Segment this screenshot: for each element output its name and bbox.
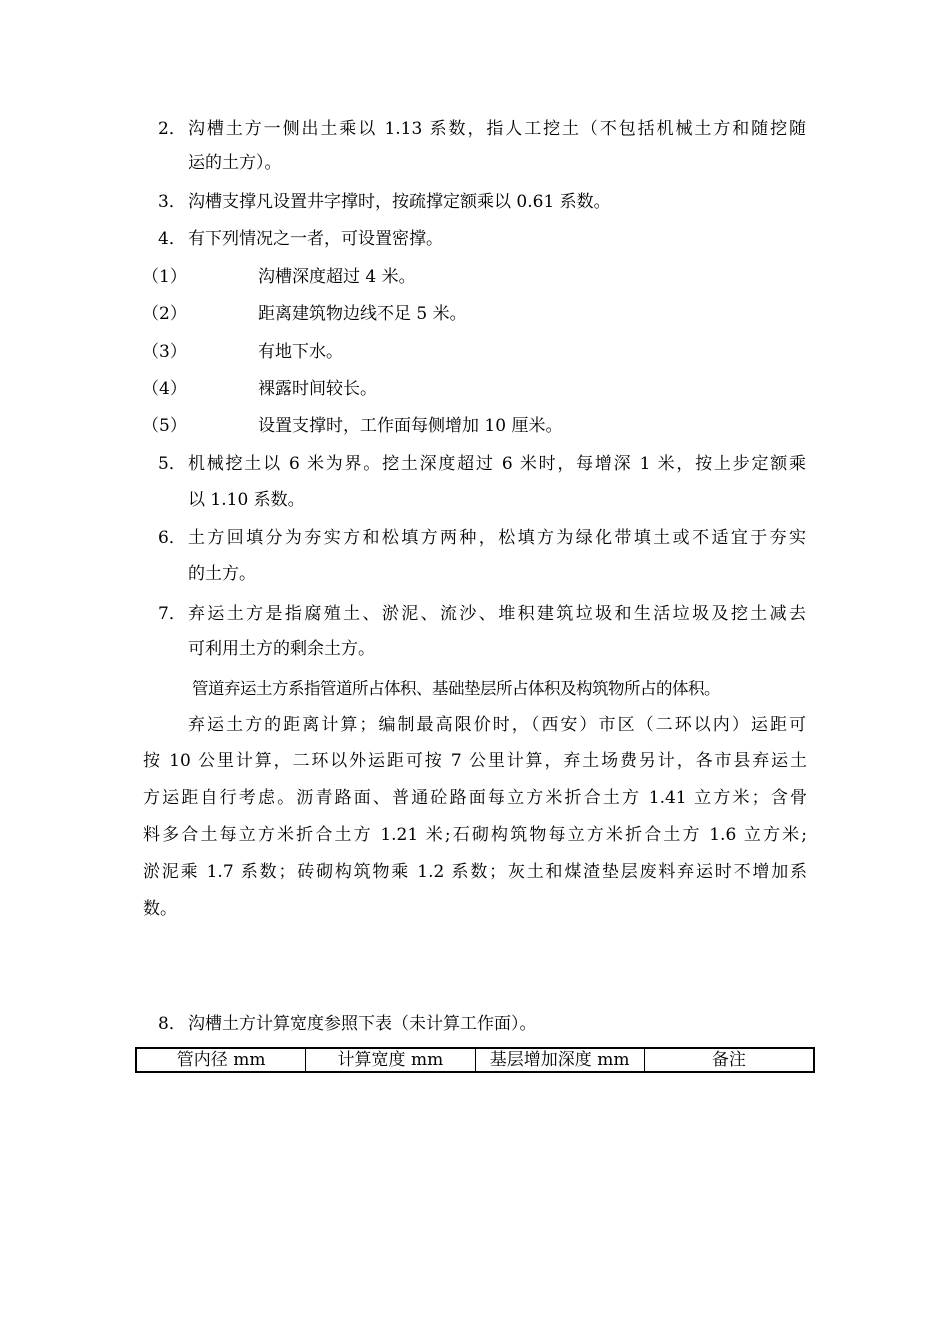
sub-item-4-text: 裸露时间较长。 — [258, 379, 377, 399]
item-2-number: 2． — [158, 119, 186, 139]
sub-item-2-number: （2） — [142, 304, 187, 324]
item-6-number: 6． — [158, 528, 186, 548]
sub-item-1-text: 沟槽深度超过 4 米。 — [258, 267, 416, 287]
sub-item-3-text: 有地下水。 — [258, 342, 343, 362]
item-3-line-1: 沟槽支撑凡设置井字撑时，按疏撑定额乘以 0.61 系数。 — [188, 192, 611, 212]
paragraph-2-line-1: 弃运土方的距离计算；编制最高限价时，（西安）市区（二环以内）运距可 — [188, 715, 806, 735]
paragraph-2-line-2: 按 10 公里计算，二环以外运距可按 7 公里计算，弃土场费另计，各市县弃运土 — [143, 751, 807, 771]
item-6-line-2: 的土方。 — [188, 564, 256, 584]
paragraph-2-line-4: 料多合土每立方米折合土方 1.21 米;石砌构筑物每立方米折合土方 1.6 立方米; — [143, 825, 807, 845]
sub-item-3-number: （3） — [142, 342, 187, 362]
item-7-number: 7． — [158, 604, 186, 624]
paragraph-2-line-5: 淤泥乘 1.7 系数；砖砌构筑物乘 1.2 系数；灰土和煤渣垫层废料弃运时不增加系 — [143, 862, 807, 882]
paragraph-1: 管道弃运土方系指管道所占体积、基础垫层所占体积及构筑物所占的体积。 — [192, 679, 720, 698]
item-8-number: 8． — [158, 1014, 186, 1034]
sub-item-2-text: 距离建筑物边线不足 5 米。 — [258, 304, 467, 324]
item-6-line-1: 土方回填分为夯实方和松填方两种，松填方为绿化带填土或不适宜于夯实 — [188, 528, 806, 548]
item-8-line-1: 沟槽土方计算宽度参照下表（未计算工作面）。 — [188, 1014, 537, 1034]
item-4-line-1: 有下列情况之一者，可设置密撑。 — [188, 229, 443, 249]
table-header-base-depth: 基层增加深度 mm — [476, 1049, 645, 1071]
sub-item-5-number: （5） — [142, 416, 187, 436]
item-2-line-1: 沟槽土方一侧出土乘以 1.13 系数，指人工挖土（不包括机械土方和随挖随 — [188, 119, 806, 139]
trench-width-table — [135, 1047, 815, 1073]
item-7-line-1: 弃运土方是指腐殖土、淤泥、流沙、堆积建筑垃圾和生活垃圾及挖土减去 — [188, 604, 806, 624]
item-5-number: 5． — [158, 454, 186, 474]
table-header-pipe-diameter: 管内径 mm — [137, 1049, 306, 1071]
paragraph-2-line-3: 方运距自行考虑。沥青路面、普通砼路面每立方米折合土方 1.41 立方米；含骨 — [143, 788, 807, 808]
sub-item-1-number: （1） — [142, 267, 187, 287]
sub-item-4-number: （4） — [142, 379, 187, 399]
table-header-calc-width: 计算宽度 mm — [306, 1049, 475, 1071]
item-5-line-2: 以 1.10 系数。 — [188, 490, 305, 510]
item-5-line-1: 机械挖土以 6 米为界。挖土深度超过 6 米时，每增深 1 米，按上步定额乘 — [188, 454, 806, 474]
table-header-remarks: 备注 — [711, 1050, 746, 1070]
item-3-number: 3． — [158, 192, 186, 212]
sub-item-5-text: 设置支撑时，工作面每侧增加 10 厘米。 — [258, 416, 563, 436]
item-2-line-2: 运的土方）。 — [188, 153, 282, 173]
item-7-line-2: 可利用土方的剩余土方。 — [188, 639, 375, 659]
item-4-number: 4． — [158, 229, 186, 249]
paragraph-2-line-6: 数。 — [143, 899, 177, 919]
